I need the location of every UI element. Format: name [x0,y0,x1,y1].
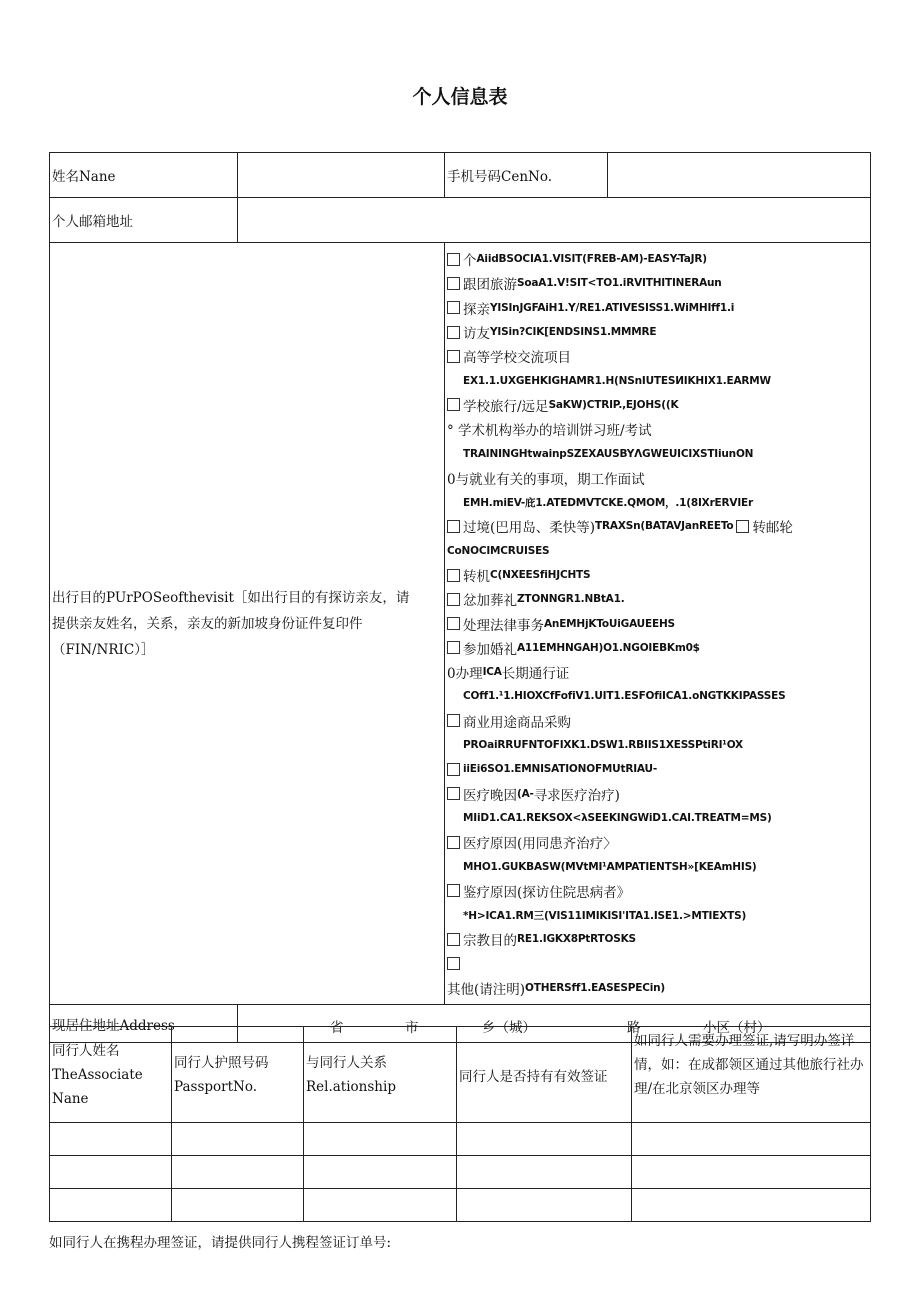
name-label: 姓名Nane [50,153,238,198]
purpose-option-en: YISInJGFAiH1.Y/RE1.ATIVESISS1.WiMHIff1.i [490,301,735,314]
purpose-option-cn: 跟团旅游 [463,277,517,294]
companion-cell[interactable] [632,1156,871,1189]
email-row [50,198,871,243]
companion-cell[interactable] [304,1189,457,1222]
purpose-option-en: AiidBSOCIA1.VISIT(FREB-AM)-EASY-TaJR) [476,253,707,266]
purpose-option-cn: 转机 [463,569,490,585]
purpose-option [447,466,870,490]
table-row [50,1123,871,1156]
purpose-option-cn: 参加婚礼 [463,641,517,658]
companion-relationship-header [304,1027,457,1123]
checkbox[interactable] [447,933,460,946]
companion-cell[interactable] [172,1123,304,1156]
purpose-option-cn: 访友 [463,326,490,343]
purpose-option-en: TRAXSn(BATAVJanREETo [595,520,734,533]
purpose-option-en: C(NXEESfiHJCHTS [490,569,591,581]
purpose-option-cn: 个 [463,253,477,270]
purpose-option [447,854,870,878]
purpose-option-cn: 宗教目的 [463,933,517,950]
purpose-option [447,320,870,344]
purpose-option-en: PROaiRRUFNTOFIXK1.DSW1.RBIIS1XESSPtiRI¹OX [463,739,743,752]
page-title: 个人信息表 [412,86,508,108]
address-district: 小区（村） [703,1020,771,1037]
purpose-option-en: (A- [517,787,534,800]
checkbox[interactable] [447,520,460,533]
companion-cell[interactable] [457,1123,632,1156]
companion-cell[interactable] [172,1156,304,1189]
checkbox[interactable] [447,253,460,266]
purpose-option-cn: 学校旅行/远足 [463,398,549,415]
purpose-label: 出行目的PUrPOSeofthevisit［如出行目的有探访亲友，请提供亲友姓名，关系，亲友的新加坡身份证件复印件（FIN/NRIC）］ [50,243,445,1005]
purpose-option-en: TRAININGHtwainpSZEXAUSBYΛGWEUICIXSTIiunON [463,447,754,460]
purpose-option-en: EMH.miEV-庇1.ATEDMVTCKE.QMOM，.1(8IXrERVIEr [463,496,753,509]
address-city: 市 [405,1020,419,1037]
table-row [50,1156,871,1189]
checkbox[interactable] [447,617,460,630]
companion-cell[interactable] [304,1156,457,1189]
purpose-option-en: OTHERSff1.EASESPECin) [525,982,666,995]
companion-cell[interactable] [632,1123,871,1156]
companion-passport-header [172,1027,304,1123]
checkbox[interactable] [736,520,749,533]
purpose-option-en: YISin?CIK[ENDSINS1.MMMRE [490,326,657,339]
companion-name-header-text: 同行人姓名TheAssociate Nane [52,1042,143,1107]
checkbox[interactable] [447,787,460,800]
personal-info-table [49,152,871,1043]
checkbox[interactable] [447,641,460,654]
purpose-option-cn: ° 学术机构举办的培训饼习班/考试 [447,423,652,440]
name-row [50,153,871,198]
checkbox[interactable] [447,326,460,339]
companion-name-header [50,1027,172,1123]
footer-note: 如同行人在携程办理签证，请提供同行人携程签证订单号: [49,1235,392,1251]
checkbox[interactable] [447,398,460,411]
purpose-option [447,733,870,757]
companion-visa-header: 同行人是否持有有效签证 [457,1027,632,1123]
purpose-option [447,247,870,271]
purpose-option-cn-suffix: 转邮轮 [752,520,793,537]
purpose-option-en: ICA [482,666,502,679]
checkbox[interactable] [447,593,460,606]
purpose-option [447,830,870,854]
purpose-option [447,709,870,733]
purpose-option-en: *H>ICA1.RM三(VIS11IMIKISI'ITA1.ISE1.>MTIEXTS) [463,909,747,922]
companion-cell[interactable] [457,1156,632,1189]
checkbox[interactable] [447,350,460,363]
purpose-option [447,563,870,587]
companion-passport-header-text: 同行人护照号码PassportNo. [174,1054,269,1095]
purpose-option-en: SaKW)CTRIP.,EJOHS((K [548,398,679,411]
companions-header-row [50,1027,871,1123]
purpose-row [50,243,871,1005]
purpose-option-cn: 医疗原因(用同患齐治疗〉 [463,836,617,853]
purpose-option-cn: 高等学校交流项目 [463,350,571,367]
purpose-option-cn: 其他(请注明) [447,982,526,999]
checkbox[interactable] [447,714,460,727]
purpose-option-cn-suffix: 寻求医疗治疗) [533,787,620,804]
purpose-option-cn: 0与就业有关的事项，期工作面试 [447,471,645,488]
checkbox[interactable] [447,763,460,776]
purpose-option-en: AnEMHjKToUiGAUEEHS [544,617,675,630]
checkbox[interactable] [447,884,460,897]
email-field[interactable] [238,198,871,243]
purpose-option [447,903,870,927]
checkbox[interactable] [447,277,460,290]
purpose-option-en: MIiD1.CA1.REKSOX<λSEEKINGWiD1.CAI.TREATM=MS) [463,811,772,824]
purpose-option [447,271,870,295]
companion-cell[interactable] [457,1189,632,1222]
purpose-option [447,757,870,781]
purpose-option [447,539,870,563]
purpose-option [447,490,870,514]
purpose-option-en: A11EMHNGAH)O1.NGOIEBKm0$ [517,641,700,654]
purpose-option [447,368,870,392]
purpose-option [447,684,870,708]
checkbox[interactable] [447,836,460,849]
companion-cell[interactable] [304,1123,457,1156]
companions-table [49,1026,871,1222]
purpose-option-cn: 0办理 [447,666,483,683]
checkbox[interactable] [447,569,460,582]
email-label: 个人邮箱地址 [50,198,238,243]
purpose-option [447,952,870,976]
purpose-option [447,344,870,368]
purpose-option [447,393,870,417]
phone-label: 手机号码CenNo. [445,153,608,198]
address-province: 省 [330,1020,344,1037]
purpose-option [447,879,870,903]
companion-cell[interactable] [50,1123,172,1156]
purpose-option-en: MHO1.GUKBASW(MVtMI¹AMPATIENTSH»[KEAmHIS) [463,860,757,873]
purpose-option [447,806,870,830]
purpose-option [447,514,870,538]
companion-visa-details-header: 如同行人需要办理签证,请写明办签详情，如：在成都领区通过其他旅行社办理/在北京领区办理等 [632,1027,871,1123]
purpose-options [445,243,871,1005]
purpose-option-en: CoNOCIMCRUISES [447,544,550,557]
address-town: 乡（城） [482,1020,536,1037]
purpose-option-cn: 忿加葬礼 [463,593,517,610]
purpose-option [447,782,870,806]
table-row [50,1189,871,1222]
purpose-option-en: EX1.1.UXGEHKIGHAMR1.H(NSnIUTESИIKHIX1.EARMW [463,374,771,387]
address-label: 现居住地址Address [50,1005,238,1043]
purpose-option-en: SoaA1.V!SIT<TO1.iRVITHITINERAun [517,277,722,290]
purpose-option [447,611,870,635]
purpose-option-cn: 医疗晚因 [463,787,517,804]
purpose-option [447,976,870,1000]
purpose-option-cn: 鉴疗原因(探访住院思病者》 [463,884,631,901]
purpose-option-cn: 过境(巴用岛、柔快等) [463,520,596,537]
purpose-option-cn: 探亲 [463,301,490,318]
purpose-option-cn: 处理法律事务 [463,617,544,634]
purpose-option [447,927,870,951]
companion-relationship-header-text: 与同行人关系Rel.ationship [306,1054,396,1095]
checkbox[interactable] [447,301,460,314]
checkbox[interactable] [447,957,460,970]
purpose-option [447,636,870,660]
address-road: 路 [627,1020,641,1037]
purpose-option [447,417,870,441]
purpose-option-en: ZTONNGR1.NBtA1. [517,593,625,606]
purpose-option-cn: 商业用途商品采购 [463,714,571,731]
purpose-option [447,296,870,320]
purpose-option [447,587,870,611]
name-field[interactable] [238,153,445,198]
purpose-option-en: COff1.¹1.HIOXCfFofiV1.UIT1.ESFOfiICA1.oNGTKKIPASSES [463,690,786,703]
phone-field[interactable] [608,153,871,198]
companion-cell[interactable] [50,1156,172,1189]
companion-cell[interactable] [632,1189,871,1222]
purpose-option [447,660,870,684]
purpose-option-en: iiEi6SO1.EMNISATIONOFMUtRIAU- [463,763,658,776]
purpose-option-en: RE1.IGKX8PtRTOSKS [517,933,636,946]
companion-cell[interactable] [172,1189,304,1222]
companion-cell[interactable] [50,1189,172,1222]
purpose-option-cn-suffix: 长期通行证 [501,666,570,683]
purpose-option [447,441,870,465]
